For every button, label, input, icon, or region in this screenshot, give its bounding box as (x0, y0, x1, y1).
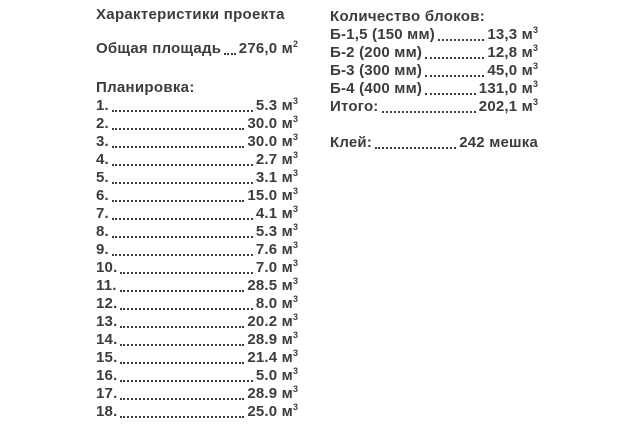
superscript: 3 (292, 168, 298, 178)
item-number: 10. (96, 259, 118, 276)
dotted-leader (112, 200, 244, 202)
block-label: Б-3 (300 мм) (330, 62, 423, 79)
item-value: 28.9 $м^3$ (247, 330, 298, 348)
dotted-leader (425, 75, 484, 77)
planning-item (96, 169, 298, 187)
item-number: 1. (96, 97, 109, 114)
superscript: 3 (292, 330, 298, 340)
superscript: 3 (292, 312, 298, 322)
dotted-leader (375, 147, 456, 149)
blocks-list (330, 26, 538, 98)
superscript: 3 (292, 114, 298, 124)
planning-item (96, 313, 298, 331)
planning-item (96, 187, 298, 205)
item-number: 6. (96, 187, 109, 204)
planning-item (96, 403, 298, 421)
item-value: 5.0 $м^3$ (255, 366, 298, 384)
planning-list (96, 97, 298, 421)
item-value: 4.1 $м^3$ (255, 204, 298, 222)
item-number: 7. (96, 205, 109, 222)
right-column (330, 8, 538, 152)
superscript: 3 (292, 150, 298, 160)
superscript: 3 (292, 132, 298, 142)
block-value: 45,0 $м^3$ (487, 61, 538, 79)
blocks-title: Количество блоков: (330, 8, 486, 25)
item-value: 25.0 $м^3$ (247, 402, 298, 420)
dotted-leader (224, 53, 236, 55)
superscript: 3 (532, 25, 538, 35)
dotted-leader (438, 39, 484, 41)
dotted-leader (120, 416, 244, 418)
superscript: 3 (292, 222, 298, 232)
item-value: 28.5 $м^3$ (247, 276, 298, 294)
item-number: 12. (96, 295, 118, 312)
superscript: 3 (292, 366, 298, 376)
block-row (330, 62, 538, 80)
item-number: 8. (96, 223, 109, 240)
block-row (330, 44, 538, 62)
superscript: 3 (532, 61, 538, 71)
planning-item (96, 151, 298, 169)
planning-item (96, 349, 298, 367)
dotted-leader (112, 236, 253, 238)
dotted-leader (112, 128, 244, 130)
item-value: 28.9 $м^3$ (247, 384, 298, 402)
dotted-leader (112, 164, 253, 166)
total-area-row (96, 40, 298, 58)
planning-item (96, 367, 298, 385)
dotted-leader (112, 218, 253, 220)
dotted-leader (120, 344, 244, 346)
superscript: 3 (292, 96, 298, 106)
item-number: 16. (96, 367, 118, 384)
planning-item (96, 115, 298, 133)
superscript: 3 (292, 402, 298, 412)
dotted-leader (425, 93, 476, 95)
item-number: 15. (96, 349, 118, 366)
dotted-leader (120, 380, 252, 382)
dotted-leader (120, 362, 244, 364)
characteristics-title: Характеристики проекта (96, 6, 285, 23)
item-number: 4. (96, 151, 109, 168)
item-value: 15.0 $м^3$ (247, 186, 298, 204)
planning-item (96, 97, 298, 115)
planning-item (96, 385, 298, 403)
item-number: 3. (96, 133, 109, 150)
item-value: 21.4 $м^3$ (247, 348, 298, 366)
superscript: 3 (292, 240, 298, 250)
planning-title: Планировка: (96, 79, 195, 96)
item-value: 7.6 $м^3$ (255, 240, 298, 258)
total-row (330, 98, 538, 116)
item-value: 5.3 $м^3$ (255, 96, 298, 114)
block-label: Б-1,5 (150 мм) (330, 26, 435, 43)
block-row (330, 26, 538, 44)
item-value: 7.0 $м^3$ (255, 258, 298, 276)
item-value: 2.7 $м^3$ (255, 150, 298, 168)
dotted-leader (425, 57, 484, 59)
glue-value: 242 мешка (459, 134, 538, 151)
dotted-leader (112, 110, 253, 112)
dotted-leader (120, 272, 252, 274)
planning-item (96, 295, 298, 313)
dotted-leader (120, 398, 244, 400)
planning-item (96, 259, 298, 277)
item-number: 13. (96, 313, 118, 330)
item-number: 9. (96, 241, 109, 258)
superscript: 3 (292, 276, 298, 286)
superscript: 3 (292, 348, 298, 358)
planning-item (96, 331, 298, 349)
item-number: 2. (96, 115, 109, 132)
item-number: 5. (96, 169, 109, 186)
item-value: 5.3 $м^3$ (255, 222, 298, 240)
glue-row (330, 134, 538, 152)
total-value: 202,1 $м^3$ (478, 97, 538, 115)
glue-label: Клей: (330, 134, 373, 151)
dotted-leader (120, 326, 244, 328)
superscript: 2 (292, 39, 298, 49)
block-value: 131,0 $м^3$ (478, 79, 538, 97)
dotted-leader (120, 290, 245, 292)
item-number: 14. (96, 331, 118, 348)
item-number: 17. (96, 385, 118, 402)
planning-item (96, 205, 298, 223)
superscript: 3 (532, 79, 538, 89)
dotted-leader (112, 146, 244, 148)
block-row (330, 80, 538, 98)
item-value: 30.0 $м^3$ (247, 114, 298, 132)
item-value: 3.1 $м^3$ (255, 168, 298, 186)
dotted-leader (382, 111, 476, 113)
item-value: 20.2 $м^3$ (247, 312, 298, 330)
block-value: 13,3 $м^3$ (487, 25, 538, 43)
item-value: 30.0 $м^3$ (247, 132, 298, 150)
item-number: 18. (96, 403, 118, 420)
superscript: 3 (292, 258, 298, 268)
dotted-leader (112, 182, 253, 184)
superscript: 3 (292, 204, 298, 214)
item-value: 8.0 $м^3$ (255, 294, 298, 312)
total-area-label: Общая площадь (96, 40, 222, 57)
planning-item (96, 133, 298, 151)
planning-item (96, 241, 298, 259)
dotted-leader (120, 308, 252, 310)
total-label: Итого: (330, 98, 379, 115)
superscript: 3 (292, 186, 298, 196)
planning-item (96, 277, 298, 295)
planning-item (96, 223, 298, 241)
block-label: Б-4 (400 мм) (330, 80, 423, 97)
superscript: 3 (532, 43, 538, 53)
superscript: 3 (292, 384, 298, 394)
block-value: 12,8 $м^3$ (487, 43, 538, 61)
item-number: 11. (96, 277, 117, 294)
total-area-value: 276,0 $м^2$ (238, 39, 298, 57)
dotted-leader (112, 254, 253, 256)
superscript: 3 (532, 97, 538, 107)
left-column (96, 6, 298, 421)
block-label: Б-2 (200 мм) (330, 44, 423, 61)
superscript: 3 (292, 294, 298, 304)
